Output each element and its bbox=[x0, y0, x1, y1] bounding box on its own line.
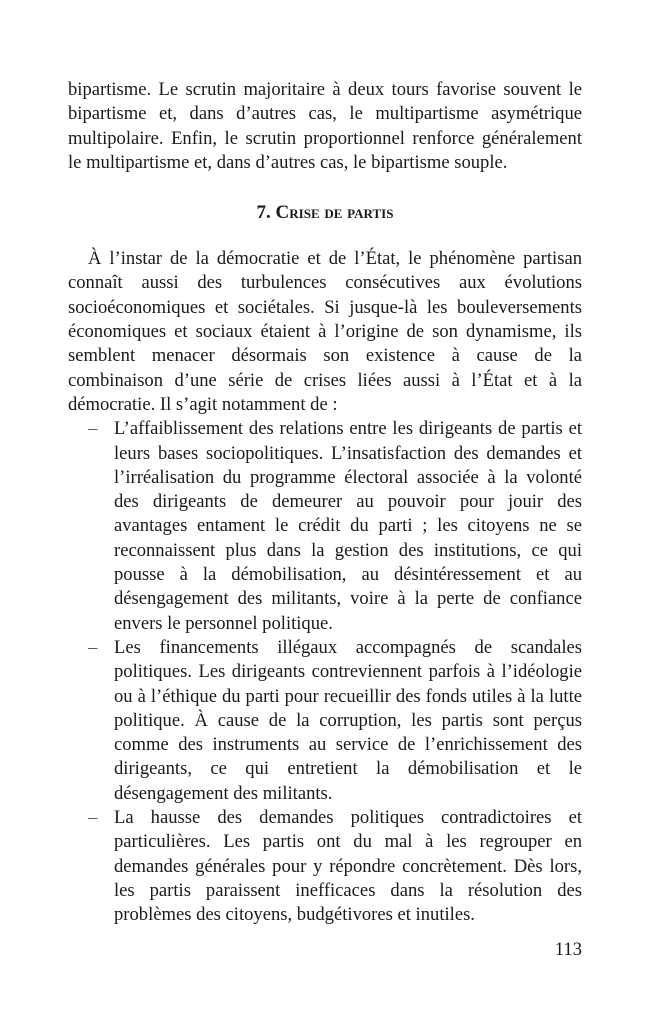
list-item bbox=[68, 417, 582, 636]
dash-bullet: – bbox=[88, 418, 98, 440]
intro-paragraph: bipartisme. Le scrutin majoritaire à deux tours favorise souvent le bipartisme et, dans d’autres cas, le multipartisme asymétrique multipolaire. Enfin, le scrutin proportionnel renforce généralement le multipartisme et, dans d’autres cas, le bipartisme souple. bbox=[68, 79, 582, 173]
list-item bbox=[68, 636, 582, 806]
section-number: 7. bbox=[256, 202, 271, 224]
page-number: 113 bbox=[554, 939, 582, 960]
list-item bbox=[68, 806, 582, 927]
page-content bbox=[68, 78, 582, 928]
dash-list bbox=[68, 417, 582, 927]
dash-bullet: – bbox=[88, 636, 98, 658]
list-item-text: L’affaiblissement des relations entre les dirigeants de partis et leurs bases sociopolitiques. L’insatisfaction des demandes et l’irréalisation du programme électoral associée à la volonté des dirigeants de demeurer au pouvoir pour jouir des avantages entament le crédit du parti ; les citoyens ne se reconnaissent plus dans la gestion des institutions, ce qui pousse à la démobilisation, au désintéressement et au désengagement des militants, voire à la perte de confiance envers le personnel politique. bbox=[114, 418, 582, 634]
dash-bullet: – bbox=[88, 807, 98, 829]
list-item-text: La hausse des demandes politiques contradictoires et particulières. Les partis ont du mal à les regrouper en demandes générales pour y répondre concrètement. Dès lors, les partis paraissent inefficaces dans la résolution des problèmes des citoyens, budgétivores et inutiles. bbox=[114, 807, 582, 926]
body-paragraph: À l’instar de la démocratie et de l’État, le phénomène partisan connaît aussi des turbulences consécutives aux évolutions socioéconomiques et sociétales. Si jusque-là les bouleversements économiques et sociaux étaient à l’origine de son dynamisme, ils semblent menacer désormais son existence à cause de la combinaison d’une série de crises liées aussi à l’État et à la démocratie. Il s’agit notamment de : bbox=[68, 248, 582, 415]
list-item-text: Les financements illégaux accompagnés de scandales politiques. Les dirigeants contreviennent parfois à l’idéologie ou à l’éthique du parti pour recueillir des fonds utiles à la lutte politique. À cause de la corruption, les partis sont perçus comme des instruments au service de l’enrichissement des dirigeants, ce qui entretient la démobilisation et le désengagement des militants. bbox=[114, 636, 582, 804]
section-title: Crise de partis bbox=[275, 202, 394, 224]
section-heading bbox=[68, 201, 582, 225]
